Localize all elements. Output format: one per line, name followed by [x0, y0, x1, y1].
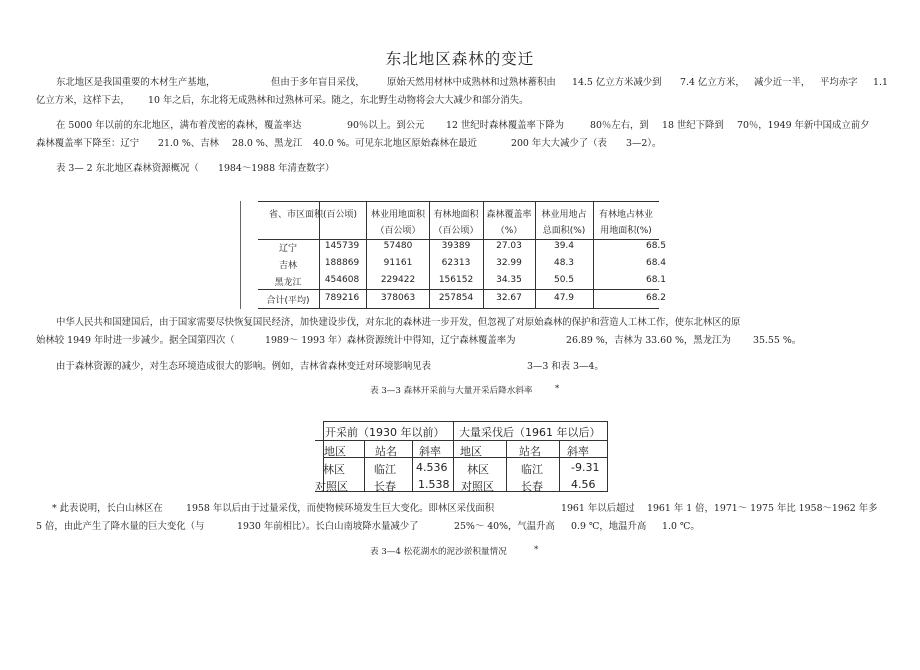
- table-subheader: 斜率: [419, 445, 441, 458]
- p2_l1-segment: 80％左右，到: [590, 120, 649, 131]
- table-header: 有林地占林业: [598, 210, 653, 220]
- note_l2-segment: 5 倍，由此产生了降水量的巨大变化（与: [36, 521, 205, 532]
- caption34-segment: *: [534, 545, 539, 555]
- p2_l1-segment: 在 5000 年以前的东北地区，满布着茂密的森林，覆盖率达: [56, 120, 302, 131]
- table-cell: 27.03: [496, 241, 522, 251]
- table-cell: 4.536: [416, 461, 448, 474]
- table-cell: 39.4: [553, 241, 575, 251]
- table-header: 有林地面积: [433, 210, 479, 220]
- p1_l1-segment: 减少近一半，: [754, 77, 811, 88]
- table-cell: 对照区: [315, 480, 348, 493]
- table-cell: 长春: [521, 480, 543, 493]
- table-cell: 57480: [383, 241, 413, 251]
- p1_l1-segment: 14.5 亿立方米减少到: [572, 77, 662, 88]
- caption32-segment: 1984～1988 年清查数字）: [218, 163, 335, 174]
- note_l1-segment: * 此表说明，长白山林区在: [52, 503, 163, 514]
- table-cell: 68.4: [645, 258, 667, 268]
- table-row-name: 黑龙江: [274, 278, 302, 288]
- table-header: （百公顷）: [375, 226, 421, 236]
- p1_l1-segment: 平均赤字: [820, 77, 858, 88]
- p1_l1-segment: 1.1: [873, 77, 888, 88]
- p2_l2-segment: 21.0 %、吉林: [158, 138, 219, 149]
- caption32-segment: 表 3— 2 东北地区森林资源概况（: [56, 163, 199, 174]
- table-group-header: 大量采伐后（1961 年以后）: [459, 426, 601, 439]
- table-subheader: 站名: [375, 445, 397, 458]
- table-subheader: 斜率: [567, 445, 589, 458]
- note_l2-segment: 1930 年前相比）。长白山南坡降水量减少了: [237, 521, 419, 532]
- table-cell: 156152: [438, 275, 474, 285]
- p3_l1-segment: 中华人民共和国建国后，由于国家需要尽快恢复国民经济，加快建设步伐，对东北的森林进一步开发，但忽视了对原始森林的保护和营造人工林工作，使东北林区的原: [56, 317, 741, 328]
- p2_l1-segment: 12 世纪时森林覆盖率下降为: [446, 120, 565, 131]
- p2_l2-segment: 28.0 %、黑龙江: [232, 138, 303, 149]
- table-cell: 68.2: [645, 293, 667, 303]
- table-header: 林业用地面积: [370, 210, 425, 220]
- page-title: 东北地区森林的变迁: [385, 50, 535, 68]
- rainfall-slope-table: [283, 421, 607, 492]
- p1_l2-segment: 亿立方米，这样下去，: [36, 95, 130, 106]
- table-cell: 1.538: [418, 478, 450, 491]
- table-header: （百公顷）: [433, 226, 479, 236]
- p2_l2-segment: 森林覆盖率下降至：辽宁: [36, 138, 140, 149]
- table-cell: 林区: [467, 463, 489, 476]
- table-header: 用地面积(%): [600, 226, 652, 236]
- p4-segment: 由于森林资源的减少，对生态环境造成很大的影响。例如，吉林省森林变迁对环境影响见表: [56, 361, 432, 372]
- note_l1-segment: 1958 年以后由于过量采伐，而使物候环境发生巨大变化。即林区采伐面积: [186, 503, 495, 514]
- table-cell: 48.3: [553, 258, 575, 268]
- table-cell: 临江: [374, 463, 396, 476]
- p1_l2-segment: 10 年之后，东北将无成熟林和过熟林可采。随之，东北野生动物将会大大减少和部分消失。: [148, 95, 529, 106]
- table-row-name: 合计(平均): [266, 296, 310, 306]
- table-cell: 对照区: [461, 480, 494, 493]
- p2_l2-segment: 40.0 %。可见东北地区原始森林在最近: [313, 138, 478, 149]
- note_l2-segment: 0.9 ℃，地温升高: [571, 521, 647, 532]
- p3_l2-segment: 始林较 1949 年时进一步减少。据全国第四次（: [36, 335, 235, 346]
- table-cell: 789216: [324, 293, 360, 303]
- table-subheader: 地区: [460, 445, 482, 458]
- forest-resources-table: [258, 201, 667, 309]
- table-cell: 32.99: [496, 258, 522, 268]
- p2_l1-segment: 70％，1949 年新中国成立前夕: [737, 120, 870, 131]
- table-cell: 62313: [441, 258, 471, 268]
- table-row-name: 辽宁: [278, 244, 297, 254]
- note_l2-segment: 1.0 ℃。: [662, 521, 700, 532]
- table-row-name: 吉林: [278, 261, 297, 271]
- table-subheader: 地区: [324, 445, 346, 458]
- note_l2-segment: 25%～ 40%，气温升高: [454, 521, 555, 532]
- p3_l2-segment: 1989～ 1993 年）森林资源统计中得知，辽宁森林覆盖率为: [265, 335, 516, 346]
- caption33-segment: 表 3—3 森林开采前与大量开采后降水斜率: [370, 386, 533, 396]
- p1_l1-segment: 东北地区是我国重要的木材生产基地，: [56, 77, 216, 88]
- p2_l2-segment: 200 年大大减少了（表: [511, 138, 607, 149]
- caption33-segment: *: [555, 384, 560, 394]
- table-header: 省、市区面积(百公顷): [268, 210, 358, 220]
- note_l1-segment: 1961 年以后超过: [561, 503, 635, 514]
- p2_l1-segment: 90％以上。到公元: [347, 120, 425, 131]
- table-cell: 34.35: [496, 275, 522, 285]
- table-cell: 229422: [380, 275, 416, 285]
- p3_l2-segment: 26.89 %，吉林为 33.60 %，黑龙江为: [566, 335, 731, 346]
- table-cell: 林区: [323, 463, 345, 476]
- table-header: 总面积(%): [542, 226, 586, 236]
- table-cell: 91161: [383, 258, 413, 268]
- table-group-header: 开采前（1930 年以前）: [325, 426, 445, 439]
- p2_l1-segment: 18 世纪下降到: [662, 120, 724, 131]
- p1_l1-segment: 但由于多年盲目采伐，: [271, 77, 365, 88]
- table-subheader: 站名: [519, 445, 541, 458]
- table-cell: 39389: [441, 241, 471, 251]
- p2_l2-segment: 3—2）。: [626, 138, 662, 149]
- table-header: 森林覆盖率: [486, 210, 532, 220]
- p4-segment: 3—3 和表 3—4。: [527, 361, 604, 372]
- table-cell: 454608: [324, 275, 360, 285]
- caption34-segment: 表 3—4 松花湖水的泥沙淤积量情况: [370, 547, 507, 557]
- table-cell: -9.31: [571, 461, 600, 474]
- note_l1-segment: 1961 年 1 倍，1971～ 1975 年比 1958～1962 年多: [647, 503, 878, 514]
- table-cell: 临江: [521, 463, 543, 476]
- p1_l1-segment: 7.4 亿立方米，: [680, 77, 745, 88]
- table-cell: 257854: [438, 293, 474, 303]
- p1_l1-segment: 原始天然用材林中成熟林和过熟林蓄积由: [387, 77, 556, 88]
- table-cell: 68.5: [645, 241, 667, 251]
- table-cell: 长春: [374, 480, 396, 493]
- table-header: （%）: [495, 226, 523, 236]
- table-cell: 378063: [380, 293, 416, 303]
- table-cell: 4.56: [571, 478, 596, 491]
- table-header: 林业用地占: [541, 210, 587, 220]
- p3_l2-segment: 35.55 %。: [753, 335, 802, 346]
- table-cell: 188869: [324, 258, 360, 268]
- table-cell: 145739: [324, 241, 360, 251]
- table-cell: 68.1: [645, 275, 667, 285]
- table-cell: 32.67: [496, 293, 522, 303]
- table-cell: 50.5: [553, 275, 575, 285]
- table-cell: 47.9: [553, 293, 575, 303]
